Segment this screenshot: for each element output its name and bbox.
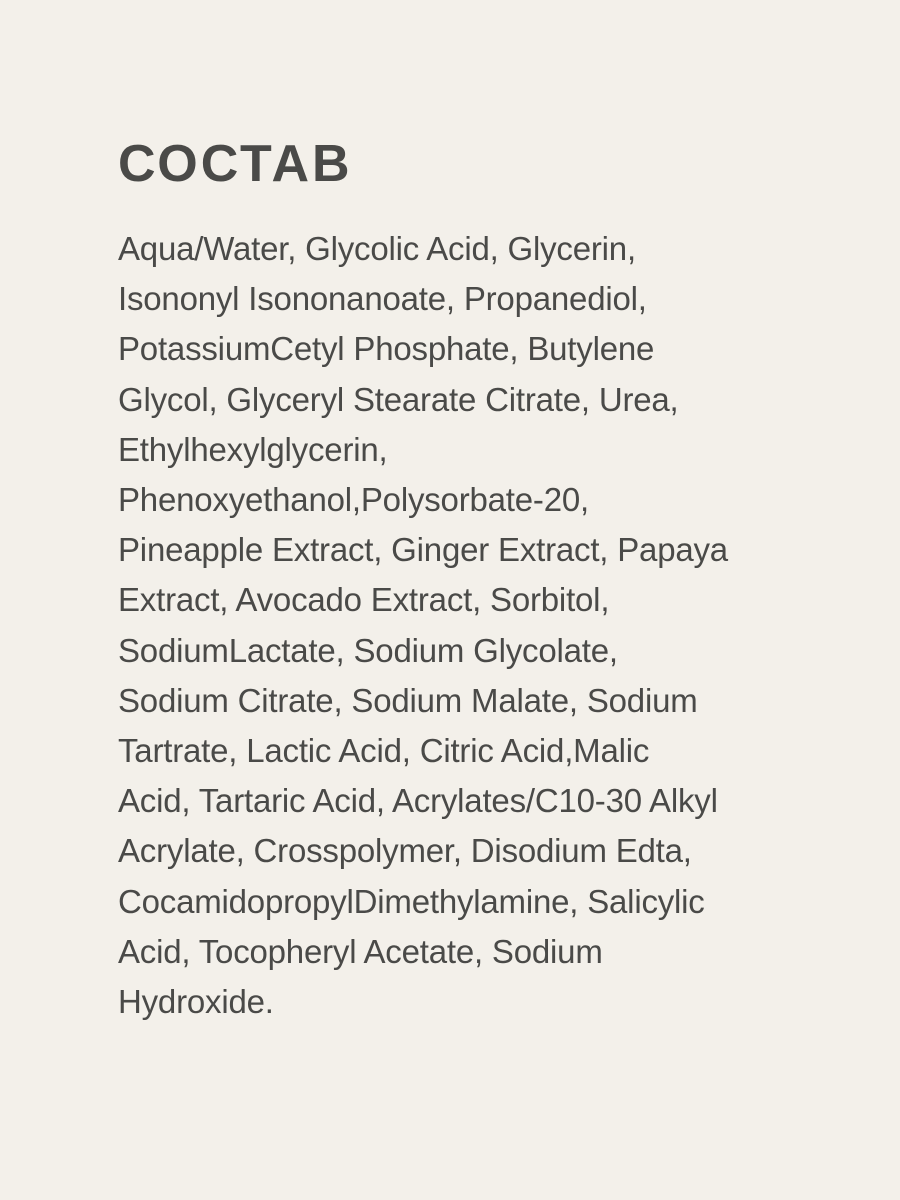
ingredient-line: Extract, Avocado Extract, Sorbitol, [118, 581, 610, 619]
ingredient-line: Acid, Tocopheryl Acetate, Sodium [118, 932, 603, 970]
page-title: СОСТАВ [118, 135, 353, 193]
ingredient-line: PotassiumCetyl Phosphate, Butylene [118, 330, 655, 368]
ingredient-line: Aqua/Water, Glycolic Acid, Glycerin, [118, 230, 636, 267]
ingredient-line: Isononyl Isononanoate, Propanediol, [118, 280, 647, 318]
ingredients-section [118, 136, 788, 1027]
ingredient-line: Tartrate, Lactic Acid, Citric Acid,Malic [118, 732, 650, 770]
ingredients-list [118, 224, 788, 1027]
ingredient-line: Acrylate, Crosspolymer, Disodium Edta, [118, 832, 692, 870]
ingredient-line: Pineapple Extract, Ginger Extract, Papaya [118, 531, 728, 569]
ingredient-line: Acid, Tartaric Acid, Acrylates/C10-30 Alkyl [118, 782, 718, 820]
ingredient-line: SodiumLactate, Sodium Glycolate, [118, 631, 618, 669]
ingredient-line: Sodium Citrate, Sodium Malate, Sodium [118, 681, 698, 719]
ingredient-line: Ethylhexylglycerin, [118, 430, 388, 468]
ingredient-line: Glycol, Glyceryl Stearate Citrate, Urea, [118, 380, 679, 418]
ingredient-line: Phenoxyethanol,Polysorbate-20, [118, 481, 589, 519]
ingredient-line: Hydroxide. [118, 983, 274, 1021]
ingredient-line: CocamidopropylDimethylamine, Salicylic [118, 882, 705, 920]
